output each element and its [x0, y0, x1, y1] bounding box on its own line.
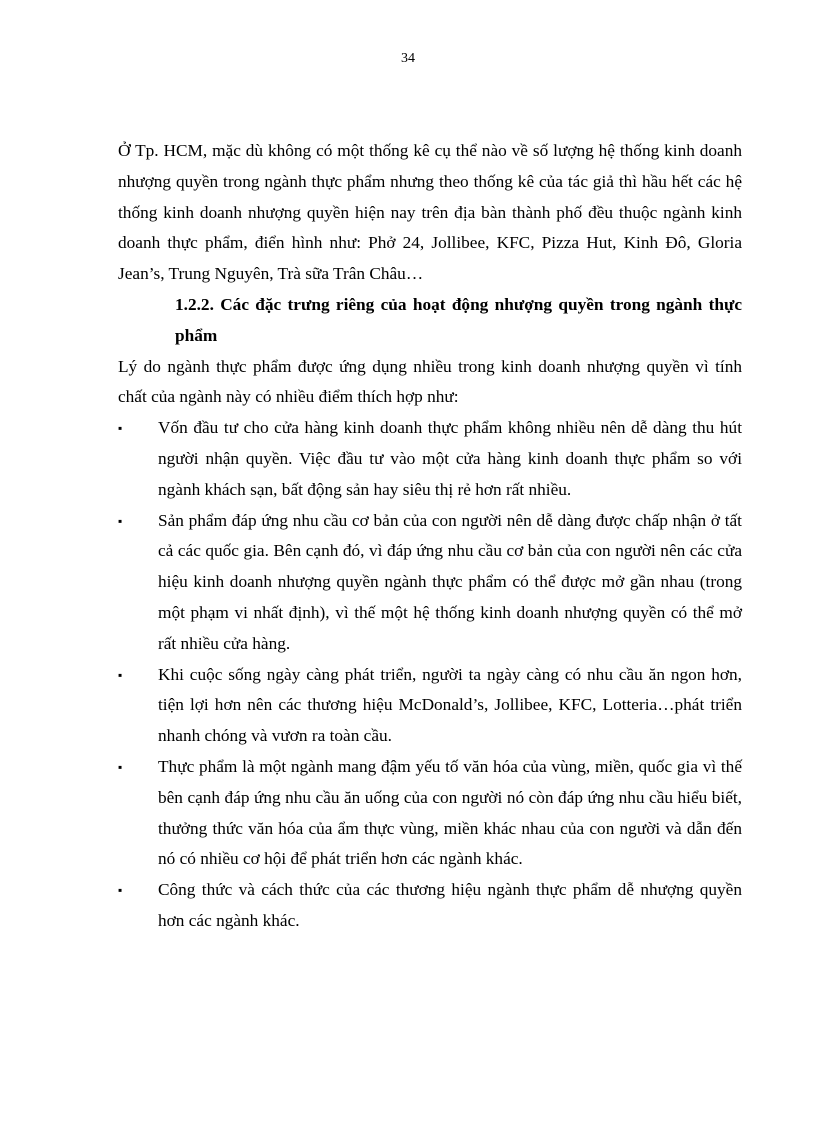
bullet-text: Công thức và cách thức của các thương hiệu ngành thực phẩm dễ nhượng quyền hơn các ngành khác. [158, 880, 742, 930]
bullet-icon: ▪ [118, 759, 123, 774]
intro-paragraph: Ở Tp. HCM, mặc dù không có một thống kê cụ thể nào về số lượng hệ thống kinh doanh nhượng quyền trong ngành thực phẩm nhưng theo thống kê của tác giả thì hầu hết các hệ thống kinh doanh nhượng quyền hiện nay trên địa bàn thành phố đều thuộc ngành kinh doanh thực phẩm, điển hình như: Phở 24, Jollibee, KFC, Pizza Hut, Kinh Đô, Gloria Jean’s, Trung Nguyên, Trà sữa Trân Châu… [118, 141, 742, 284]
bullet-icon: ▪ [118, 667, 123, 682]
bullet-icon: ▪ [118, 421, 123, 436]
bullet-text: Sản phẩm đáp ứng nhu cầu cơ bản của con người nên dễ dàng được chấp nhận ở tất cả các quốc gia. Bên cạnh đó, vì đáp ứng nhu cầu cơ bản của con người nên các cửa hiệu kinh doanh nhượng quyền ngành thực phẩm có thể được mở gần nhau (trong một phạm vi nhất định), vì thế một hệ thống kinh doanh nhượng quyền có thể mở rất nhiều cửa hàng. [158, 510, 742, 653]
section-heading: 1.2.2. Các đặc trưng riêng của hoạt động nhượng quyền trong ngành thực phẩm [175, 294, 742, 345]
lead-paragraph: Lý do ngành thực phẩm được ứng dụng nhiều trong kinh doanh nhượng quyền vì tính chất của ngành này có nhiều điểm thích hợp như: [118, 356, 742, 407]
bullet-item [118, 413, 742, 505]
bullet-text: Vốn đầu tư cho cửa hàng kinh doanh thực phẩm không nhiều nên dễ dàng thu hút người nhận quyền. Việc đầu tư vào một cửa hàng kinh doanh thực phẩm so với ngành khách sạn, bất động sản hay siêu thị rẻ hơn rất nhiều. [158, 418, 742, 499]
page-number: 34 [401, 51, 415, 66]
bullet-icon: ▪ [118, 883, 123, 898]
bullet-text: Thực phẩm là một ngành mang đậm yếu tố văn hóa của vùng, miền, quốc gia vì thế bên cạnh đáp ứng nhu cầu ăn uống của con người nó còn đáp ứng nhu cầu hiểu biết, thưởng thức văn hóa của ẩm thực vùng, miền khác nhau của con người và dẫn đến nó có nhiều cơ hội để phát triển hơn các ngành khác. [158, 756, 742, 869]
bullet-icon: ▪ [118, 513, 123, 528]
bullet-item [118, 506, 742, 660]
bullet-item [118, 660, 742, 752]
bullet-item [118, 752, 742, 875]
bullet-item [118, 875, 742, 937]
bullet-text: Khi cuộc sống ngày càng phát triển, người ta ngày càng có nhu cầu ăn ngon hơn, tiện lợi hơn nên các thương hiệu McDonald’s, Jollibee, KFC, Lotteria…phát triển nhanh chóng và vươn ra toàn cầu. [158, 664, 742, 746]
document-body [118, 136, 742, 937]
